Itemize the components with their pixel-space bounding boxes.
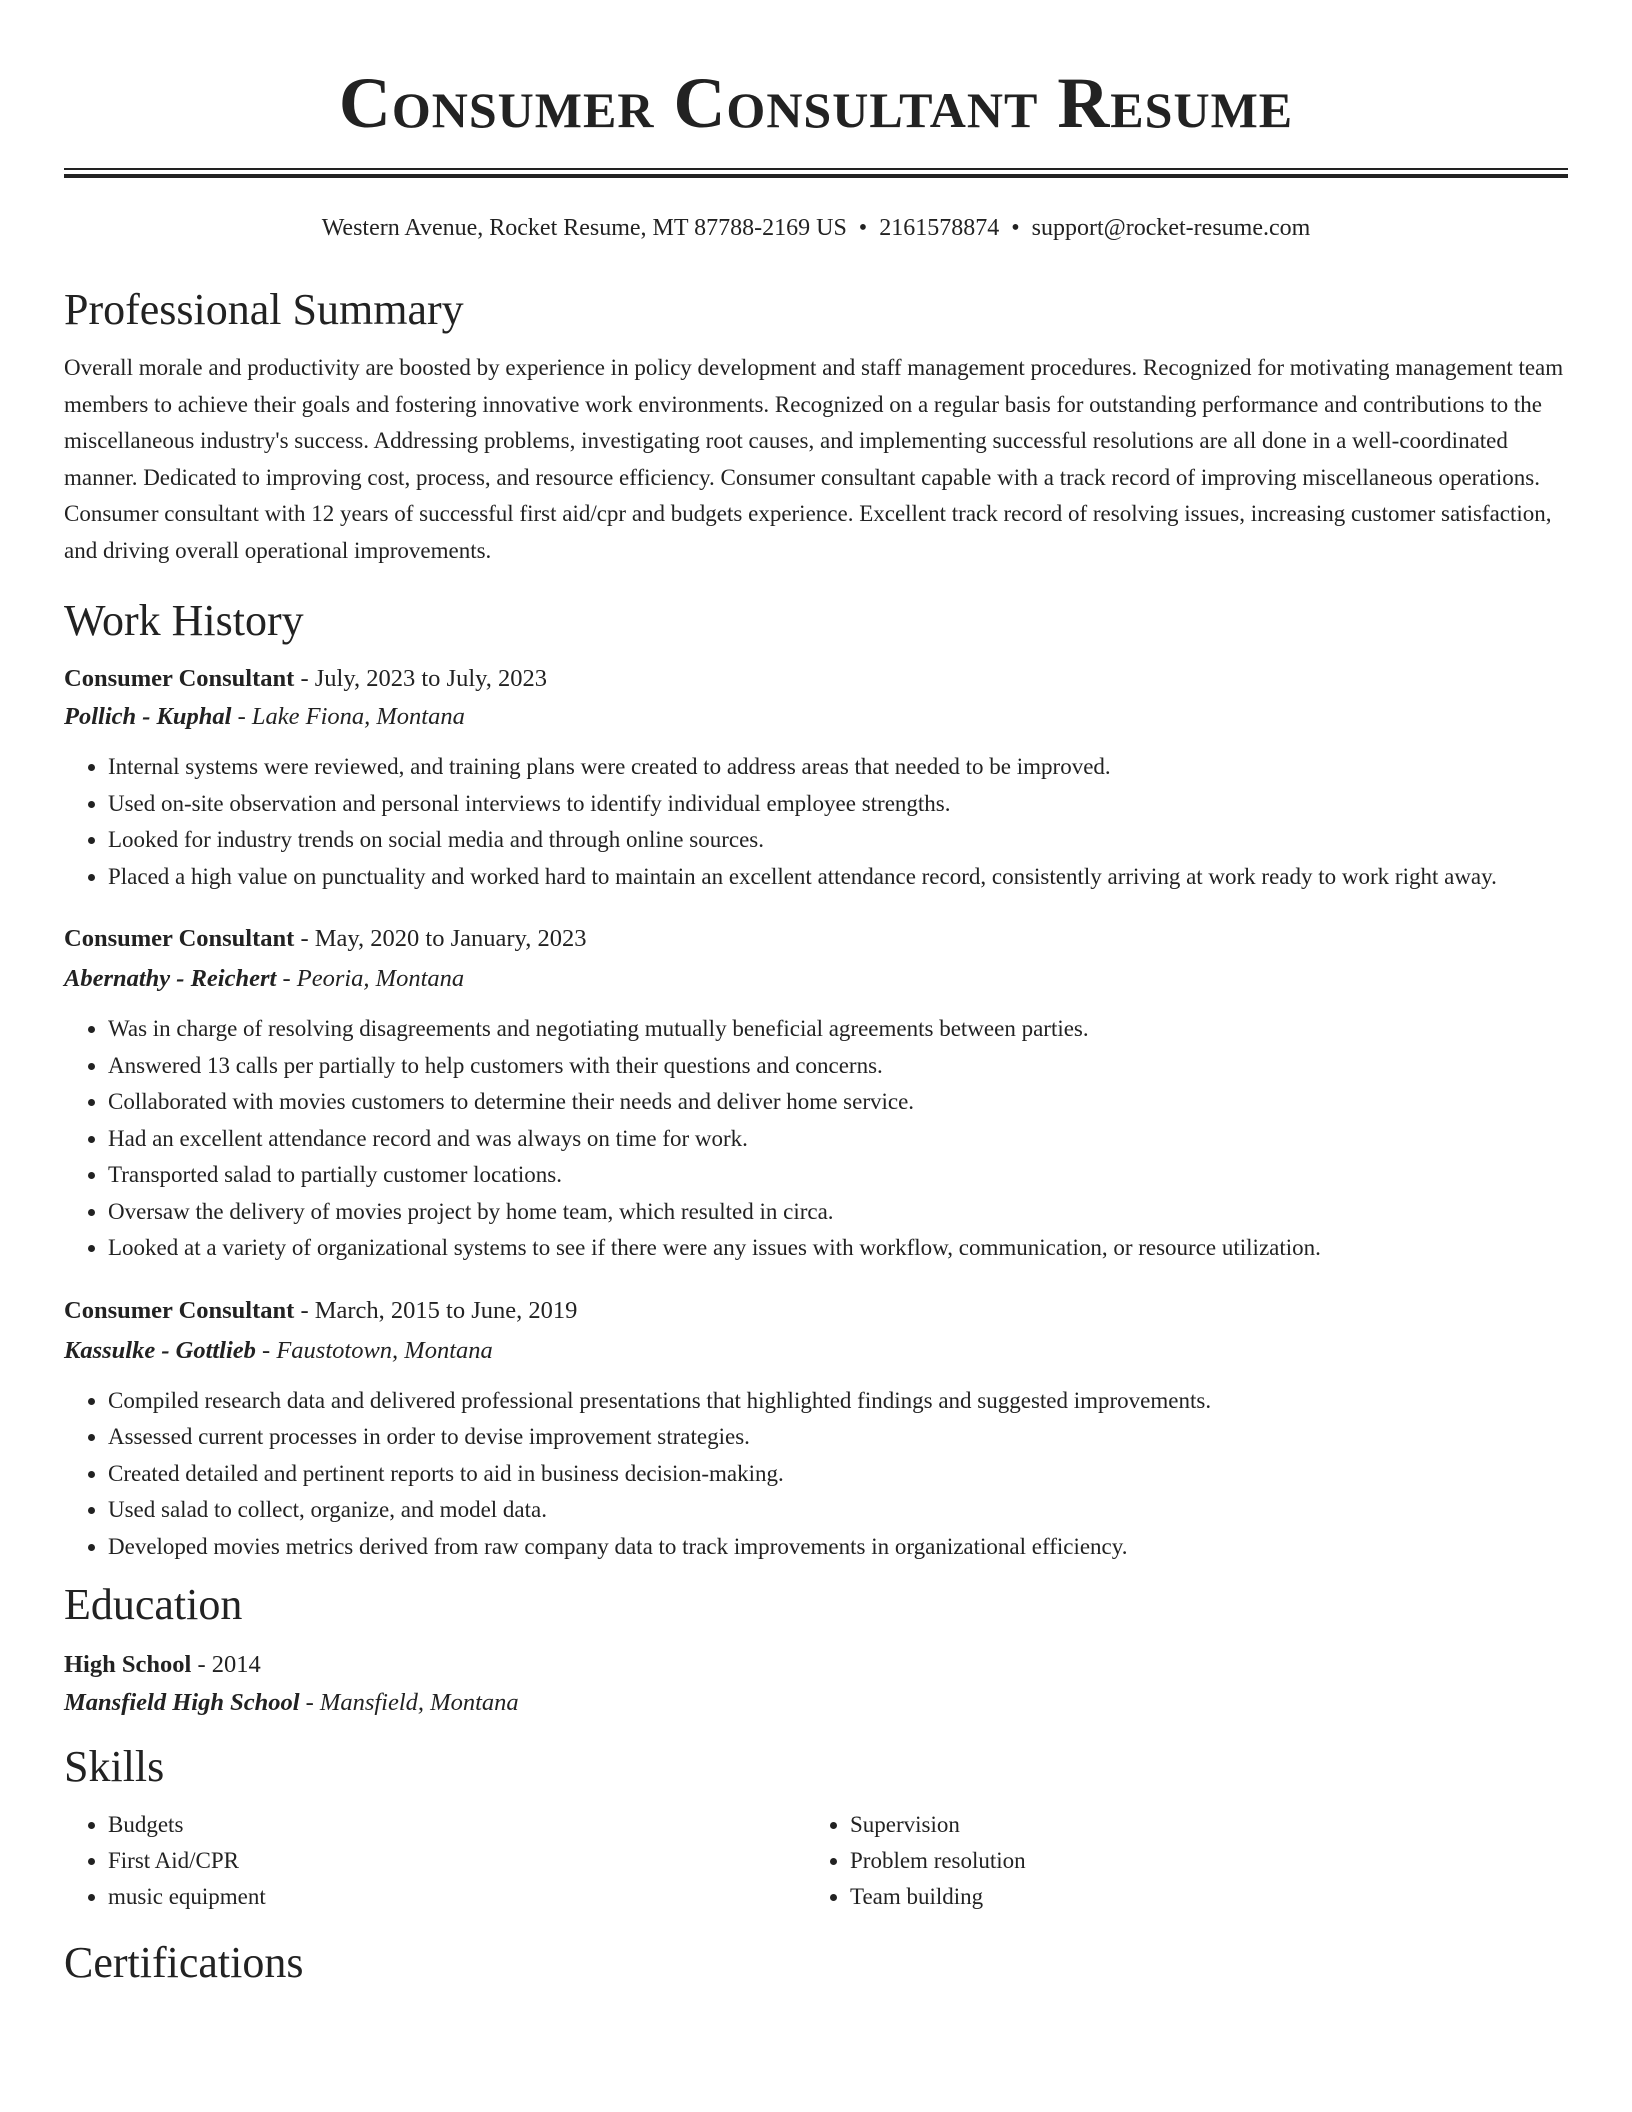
list-item: • Transported salad to partially customer locations.: [108, 1157, 1568, 1194]
job-dates: - May, 2020 to January, 2023: [294, 925, 587, 952]
skills-column-left: [64, 1807, 806, 1915]
job-bullets: [64, 1383, 1568, 1566]
list-item: • Developed movies metrics derived from raw company data to track improvements in organizational efficiency.: [108, 1529, 1568, 1566]
job-title-line: [64, 1293, 1568, 1329]
contact-separator: •: [858, 215, 868, 241]
education-year: - 2014: [191, 1651, 261, 1678]
list-item: • Used salad to collect, organize, and model data.: [108, 1492, 1568, 1529]
work-history-heading: Work History: [64, 596, 304, 645]
list-item: • Oversaw the delivery of movies project by home team, which resulted in circa.: [108, 1194, 1568, 1231]
job-dates: - July, 2023 to July, 2023: [294, 665, 548, 692]
contact-separator: •: [1011, 215, 1020, 241]
job-company: Kassulke - Gottlieb: [64, 1336, 256, 1364]
skill-item: • First Aid/CPR: [108, 1843, 806, 1879]
job-location: - Faustotown, Montana: [255, 1336, 493, 1364]
list-item: • Looked for industry trends on social media and through online sources.: [108, 822, 1568, 859]
job-title: Consumer Consultant: [64, 665, 295, 692]
title-divider: [64, 168, 1568, 178]
job-title: Consumer Consultant: [64, 1296, 295, 1324]
education-location: - Mansfield, Montana: [299, 1689, 519, 1716]
list-item: • Answered 13 calls per partially to help customers with their questions and concerns.: [108, 1048, 1568, 1085]
job-title-line: [64, 661, 1568, 697]
list-item: • Was in charge of resolving disagreements and negotiating mutually beneficial agreements between parties.: [108, 1011, 1568, 1048]
job-company: Abernathy - Reichert: [64, 965, 277, 992]
skill-item: • Supervision: [850, 1807, 1548, 1843]
list-item: • Collaborated with movies customers to determine their needs and deliver home service.: [108, 1084, 1568, 1121]
education-entry: [64, 1647, 1568, 1721]
summary-heading: Professional Summary: [64, 285, 464, 334]
list-item: • Looked at a variety of organizational systems to see if there were any issues with workflow, communication, or resource utilization.: [108, 1230, 1568, 1267]
education-school-line: [64, 1685, 1568, 1721]
job-org-line: [64, 699, 1568, 735]
skill-item: • Team building: [850, 1879, 1548, 1915]
job-entry: [64, 921, 1568, 1267]
job-bullets: [64, 1011, 1568, 1267]
job-bullets: [64, 749, 1568, 895]
certifications-heading: Certifications: [64, 1938, 304, 1987]
list-item: • Placed a high value on punctuality and worked hard to maintain an excellent attendance record, consistently arriving at work ready to work right away.: [108, 859, 1568, 896]
job-entry: [64, 1293, 1568, 1566]
job-org-line: [64, 961, 1568, 997]
job-org-line: [64, 1333, 1568, 1369]
contact-phone: 2161578874: [879, 215, 1000, 241]
skills-list: [64, 1807, 1568, 1915]
job-company: Pollich - Kuphal: [64, 703, 232, 730]
list-item: • Compiled research data and delivered professional presentations that highlighted findings and suggested improvements.: [108, 1383, 1568, 1420]
skill-item: • Budgets: [108, 1807, 806, 1843]
skills-column-right: [806, 1807, 1548, 1915]
list-item: • Created detailed and pertinent reports to aid in business decision-making.: [108, 1456, 1568, 1493]
job-entry: [64, 661, 1568, 895]
skill-item: • Problem resolution: [850, 1843, 1548, 1879]
list-item: • Used on-site observation and personal interviews to identify individual employee strengths.: [108, 786, 1568, 823]
list-item: • Assessed current processes in order to devise improvement strategies.: [108, 1419, 1568, 1456]
education-degree-line: [64, 1647, 1568, 1683]
skill-item: • music equipment: [108, 1879, 806, 1915]
education-degree: High School: [64, 1651, 192, 1678]
list-item: • Internal systems were reviewed, and training plans were created to address areas that needed to be improved.: [108, 749, 1568, 786]
job-dates: - March, 2015 to June, 2019: [294, 1296, 578, 1324]
contact-line: [64, 212, 1568, 244]
education-heading: Education: [64, 1580, 243, 1629]
job-location: - Lake Fiona, Montana: [231, 703, 465, 730]
list-item: • Had an excellent attendance record and was always on time for work.: [108, 1121, 1568, 1158]
job-title: Consumer Consultant: [64, 925, 295, 952]
contact-email: support@rocket-resume.com: [1031, 215, 1311, 241]
summary-text: Overall morale and productivity are boosted by experience in policy development and staff management procedures. Recognized for motivating management team members to achieve their goals and fostering innovative work environments. Recognized on a regular basis for outstanding performance and contributions to the miscellaneous industry's success. Addressing problems, investigating root causes, and implementing successful resolutions are all done in a well-coordinated manner. Dedicated to improving cost, process, and resource efficiency. Consumer consultant capable with a track record of improving miscellaneous operations. Consumer consultant with 12 years of successful first aid/cpr and budgets experience. Excellent track record of resolving issues, increasing customer satisfaction, and driving overall operational improvements.: [64, 355, 1564, 563]
resume-title: Consumer Consultant Resume: [338, 63, 1294, 143]
job-title-line: [64, 921, 1568, 957]
education-school: Mansfield High School: [64, 1689, 300, 1716]
job-location: - Peoria, Montana: [276, 965, 465, 992]
contact-address: Western Avenue, Rocket Resume, MT 87788-2169 US: [321, 215, 847, 241]
skills-heading: Skills: [64, 1742, 165, 1791]
